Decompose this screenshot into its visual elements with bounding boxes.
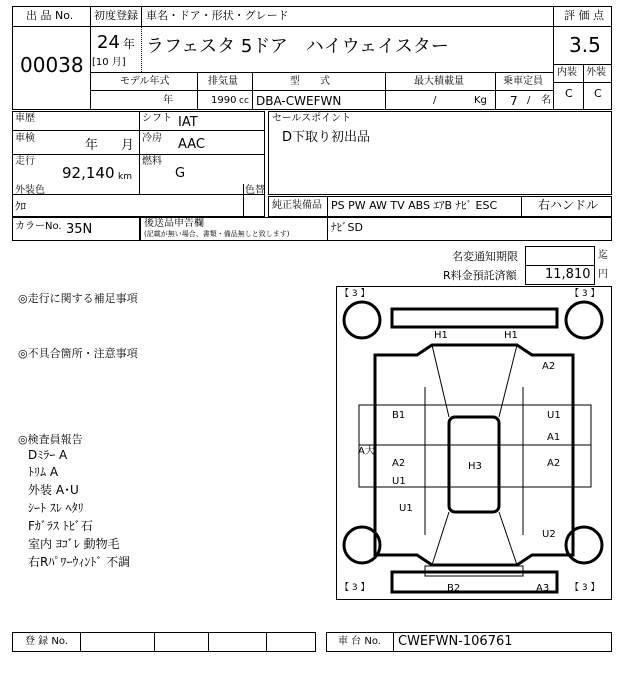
inspector-title: ◎検査員報告 [18,433,83,446]
capacity-value: 7 [510,94,518,108]
mark-h1-right: H1 [504,330,518,341]
mileage-label: 走行 [15,156,35,167]
recycle-label: R料金預託済額 [443,269,517,282]
model-year-unit: 年 [163,95,173,106]
defects-title: ◎不具合箇所・注意事項 [18,347,138,360]
driving-notes-title: ◎走行に関する補足事項 [18,292,138,305]
interior-label: 内装 [557,67,577,78]
exterior-grade: C [594,87,602,100]
mark-u1-left-lower: U1 [399,503,413,514]
inspector-line: 右Rﾊﾟﾜｰｳｨﾝﾄﾞ 不調 [28,555,131,569]
name-change-unit: 迄 [598,250,608,261]
shift-label: シフト [142,113,172,124]
inspector-line: ｼｰﾄ ｽﾚ ﾍﾀﾘ [28,501,84,515]
displacement-unit: cc [239,96,249,106]
model-year-label: モデル年式 [120,76,170,87]
inspection-year-unit: 年 [85,138,99,153]
reg-year-unit: 年 [123,37,136,51]
car-name-label: 車名・ドア・形状・グレード [146,9,289,22]
mark-u1-left: U1 [392,476,406,487]
name-change-field [525,246,595,266]
max-load-label: 最大積載量 [414,76,464,87]
reg-no-label: 登 録 No. [25,636,68,647]
capacity-unit: 名 [541,95,551,106]
displacement-label: 排気量 [208,76,238,87]
interior-grade: C [565,87,573,100]
after-parts-note: (記載が無い場合、書類・備品無しと致します) [144,230,290,238]
ac-value: AAC [178,137,205,152]
car-name: ラフェスタ 5ドア ハイウェイスター [146,36,449,57]
car-outline [337,287,611,599]
displacement-value: 1990 [211,95,237,106]
color-change-label: 色替 [245,185,265,196]
mark-a-dai: A大 [358,446,375,457]
first-reg-label: 初度登録 [94,9,138,22]
chassis-value: CWEFWN-106761 [398,634,513,649]
history-label: 車歴 [15,113,35,124]
capacity-label: 乗車定員 [503,76,543,87]
name-change-label: 名変通知期限 [452,250,518,263]
equipment-label: 純正装備品 [272,200,322,211]
capacity-sep: / [527,95,531,106]
recycle-unit: 円 [598,269,608,280]
reg-month: [10 月] [92,57,126,68]
lot-no: 00038 [20,53,84,77]
lot-no-label: 出 品 No. [26,9,74,22]
inspector-line: 室内 ﾖｺﾞﾚ 動物毛 [28,537,120,551]
shift-value: IAT [178,115,198,130]
max-load-value: / [433,95,437,106]
color-no-value: 35N [66,222,93,237]
ext-color-box [12,184,265,217]
ac-label: 冷房 [142,133,162,144]
mark-a1: A1 [547,432,561,443]
mileage-value: 92,140 [62,164,115,182]
inspection-month-unit: 月 [121,138,135,153]
ext-color-value: ｸﾛ [15,200,26,213]
reg-year: 24 [97,32,120,53]
tire-label-front-right: 【 3 】 [570,289,600,299]
exterior-label: 外装 [586,67,606,78]
mark-a2-right: A2 [547,458,561,469]
score: 3.5 [569,33,601,57]
mark-a2-top-right: A2 [542,361,556,372]
steering-value: 右ハンドル [538,198,599,212]
color-no-label: カラーNo. [15,221,62,232]
tire-label-rear-left: 【 3 】 [340,583,370,593]
recycle-value: 11,810 [545,267,591,282]
sales-point-label: セールスポイント [272,113,352,124]
tire-label-rear-right: 【 3 】 [570,583,600,593]
mark-h3: H3 [468,461,482,472]
inspector-line: Fｶﾞﾗｽ ﾄﾋﾞ石 [28,519,93,533]
tire-label-front-left: 【 3 】 [340,289,370,299]
after-parts-value: ﾅﾋﾞSD [331,221,363,234]
mark-h1-left: H1 [434,330,448,341]
model-type-label: 型 式 [290,76,330,87]
fuel-label: 燃料 [142,156,162,167]
ext-color-label: 外装色 [15,185,45,196]
mark-b1: B1 [392,410,406,421]
mark-u2-right: U2 [542,529,556,540]
equipment-value: PS PW AW TV ABS ｴｱB ﾅﾋﾞ ESC [331,199,498,212]
after-parts-label: 後送品申告欄 [144,218,204,229]
car-diagram [336,286,612,600]
mark-a3: A3 [536,583,550,594]
mileage-unit: km [118,172,132,182]
inspector-line: ﾄﾘﾑ A [28,465,59,479]
model-type-value: DBA-CWEFWN [256,94,342,108]
inspection-label: 車検 [15,133,35,144]
mark-u1-right-upper: U1 [547,410,561,421]
mark-a2-left: A2 [392,458,406,469]
inspector-line: 外装 A･U [28,483,79,497]
score-label: 評 価 点 [564,9,604,22]
chassis-label: 車 台 No. [338,636,381,647]
sales-point-value: D下取り初出品 [282,130,371,145]
mark-b2: B2 [447,583,461,594]
fuel-value: G [175,166,186,181]
inspector-line: Dﾐﾗｰ A [28,448,68,462]
max-load-unit: Kg [474,95,487,106]
